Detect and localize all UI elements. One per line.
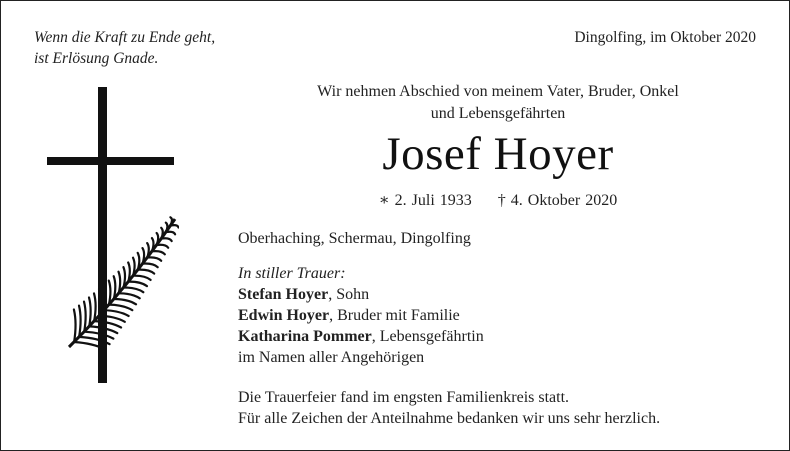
mourner-relation: , Sohn (328, 286, 370, 303)
mourners-heading: In stiller Trauer: (238, 265, 346, 282)
palm-leaf (166, 232, 175, 235)
palm-branch-icon (69, 217, 179, 349)
palm-leaf (114, 276, 116, 299)
mourners-list (238, 263, 484, 368)
closing-line-1: Die Trauerfeier fand im engsten Familienkreis statt. (238, 389, 570, 406)
palm-leaf (114, 299, 136, 304)
quote (34, 27, 215, 69)
palm-leaf (109, 281, 111, 305)
palm-leaf (123, 267, 125, 287)
deceased-name: Josef Hoyer (382, 128, 614, 180)
mourner-name: Katharina Pommer (238, 328, 372, 345)
mourner-relation: , Bruder mit Familie (329, 307, 460, 324)
closing-text (238, 387, 660, 429)
cross-horizontal-beam (47, 157, 174, 165)
quote-line-2: ist Erlösung Gnade. (34, 50, 159, 67)
quote-line-1: Wenn die Kraft zu Ende geht, (34, 29, 216, 46)
birth-date: ∗ 2. Juli 1933 (378, 192, 472, 209)
mourner-relation: , Lebensgefährtin (371, 328, 484, 345)
mourner-name: Stefan Hoyer (238, 286, 329, 303)
palm-leaf (138, 270, 154, 274)
closing-line-2: Für alle Zeichen der Anteilnahme bedanken wir uns sehr herzlich. (238, 410, 661, 427)
palm-leaf (128, 282, 147, 287)
palm-leaf (109, 305, 132, 311)
intro-text (233, 81, 763, 125)
palm-leaf (104, 310, 129, 316)
palm-leaf (128, 263, 130, 282)
palm-leaf (152, 251, 165, 254)
death-date: † 4. Oktober 2020 (497, 192, 618, 209)
places: Oberhaching, Schermau, Dingolfing (238, 230, 471, 247)
mourner-row (238, 284, 484, 305)
mourner-row (238, 305, 484, 326)
life-dates (233, 190, 763, 212)
palm-leaf (79, 306, 81, 337)
palm-leaf (157, 233, 159, 245)
palm-leaf (89, 298, 91, 327)
palm-leaf (133, 258, 135, 276)
palm-leaf (161, 238, 171, 241)
palm-leaf (119, 293, 140, 298)
cross-with-palm-branch-icon (45, 87, 179, 389)
palm-leaf (143, 248, 145, 264)
palm-leaf (166, 223, 168, 233)
intro-line-2: und Lebensgefährten (430, 105, 566, 122)
mourner-name: Edwin Hoyer (238, 307, 330, 324)
palm-leaf (74, 310, 76, 343)
palm-leaf (170, 225, 178, 227)
palm-leaf (147, 243, 149, 257)
palm-leaf (143, 264, 158, 268)
mourners-others: im Namen aller Angehörigen (238, 349, 425, 366)
palm-leaf (161, 228, 163, 239)
palm-leaf (157, 245, 169, 248)
palm-leaf (152, 238, 154, 251)
palm-leaf (133, 276, 151, 280)
palm-leaf (147, 257, 161, 260)
intro-line-1: Wir nehmen Abschied von meinem Vater, Bruder, Onkel (317, 83, 679, 100)
mourner-row (238, 326, 484, 347)
palm-leaf (138, 253, 140, 270)
cross-vertical-beam (98, 87, 107, 383)
palm-leaf (94, 293, 96, 321)
palm-leaf (84, 302, 86, 332)
place-date: Dingolfing, im Oktober 2020 (574, 29, 756, 46)
palm-leaf (124, 287, 144, 292)
palm-leaf (119, 272, 121, 294)
